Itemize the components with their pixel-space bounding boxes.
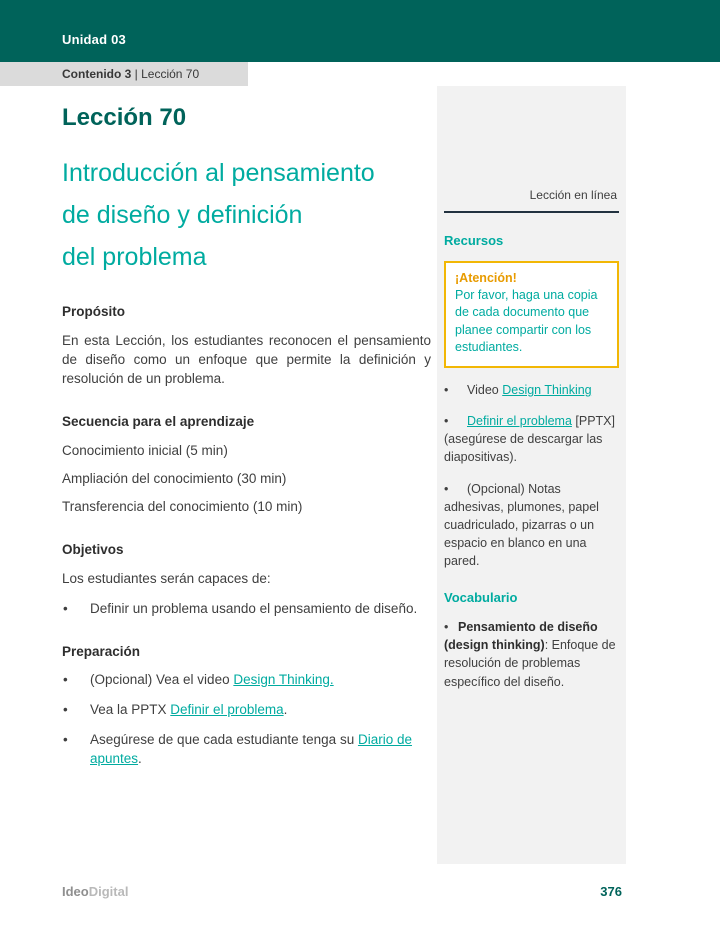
brand-primary: Ideo — [62, 884, 89, 899]
resources-heading: Recursos — [444, 233, 504, 248]
preparation-item — [62, 730, 431, 768]
purpose-text: En esta Lección, los estudiantes reconocen el pensamiento de diseño como un enfoque que permite la definición y resolución de un problema. — [62, 333, 431, 386]
preparation-text: . — [138, 751, 142, 766]
definir-problema-pptx-link-sidebar[interactable]: Definir el problema — [467, 414, 572, 429]
sequence-item: Ampliación del conocimiento (30 min) — [62, 471, 287, 486]
lesson-heading: Lección 70 — [62, 104, 187, 131]
unit-header-bar — [0, 0, 720, 62]
resource-text: (Opcional) Notas adhesivas, plumones, papel cuadriculado, pizarras o un espacio en blanco en una pared. — [444, 481, 599, 568]
design-thinking-video-link-sidebar[interactable]: Design Thinking — [502, 383, 592, 397]
preparation-item — [62, 670, 431, 689]
objectives-intro: Los estudiantes serán capaces de: — [62, 571, 271, 586]
design-thinking-video-link[interactable]: Design Thinking. — [233, 672, 334, 687]
vocabulary-definition: : Enfoque de resolución de problemas específico del diseño. — [444, 638, 616, 689]
preparation-text: Vea la PPTX — [90, 702, 171, 717]
attention-title: ¡Atención! — [455, 271, 517, 285]
breadcrumb-section: Contenido 3 — [62, 67, 132, 81]
objectives-heading: Objetivos — [62, 542, 124, 557]
vocabulary-item — [444, 618, 619, 691]
resource-item — [444, 480, 619, 571]
attention-box — [444, 261, 619, 368]
main-content — [62, 90, 431, 768]
title-line: Introducción al pensamiento — [62, 159, 375, 187]
lesson-mode-label: Lección en línea — [529, 188, 617, 202]
preparation-text: . — [283, 702, 288, 717]
objective-text: Definir un problema usando el pensamiento de diseño. — [90, 601, 418, 616]
preparation-text: (Opcional) Vea el video — [90, 672, 234, 687]
resource-text: Video — [467, 383, 503, 397]
title-line: del problema — [62, 243, 207, 271]
sequence-heading: Secuencia para el aprendizaje — [62, 414, 255, 429]
breadcrumb — [0, 62, 248, 86]
sequence-item: Transferencia del conocimiento (10 min) — [62, 499, 303, 514]
purpose-heading: Propósito — [62, 304, 125, 319]
resource-text: [PPTX] (asegúrese de descargar las diapositivas). — [444, 414, 615, 465]
page-title — [62, 152, 431, 278]
brand-secondary: Digital — [88, 884, 129, 899]
vocabulary-term: Pensamiento de diseño (design thinking) — [444, 620, 598, 653]
brand-logo — [62, 884, 128, 899]
preparation-heading: Preparación — [62, 644, 141, 659]
diario-apuntes-link[interactable]: Diario de apuntes — [90, 732, 412, 766]
sequence-item: Conocimiento inicial (5 min) — [62, 443, 228, 458]
definir-problema-pptx-link[interactable]: Definir el problema — [170, 702, 284, 717]
preparation-text: Asegúrese de que cada estudiante tenga su — [90, 732, 358, 747]
title-line: de diseño y definición — [62, 201, 303, 229]
attention-body: Por favor, haga una copia de cada documento que planee compartir con los estudiantes. — [455, 288, 598, 354]
preparation-item — [62, 700, 431, 719]
sidebar-divider — [444, 211, 619, 213]
vocabulary-heading: Vocabulario — [444, 590, 518, 606]
breadcrumb-rest: | Lección 70 — [131, 67, 200, 81]
sidebar — [437, 86, 626, 864]
resource-item — [444, 381, 619, 399]
resource-item — [444, 412, 619, 466]
objective-item — [62, 599, 431, 618]
unit-label: Unidad 03 — [62, 32, 126, 47]
page-number: 376 — [600, 884, 622, 899]
